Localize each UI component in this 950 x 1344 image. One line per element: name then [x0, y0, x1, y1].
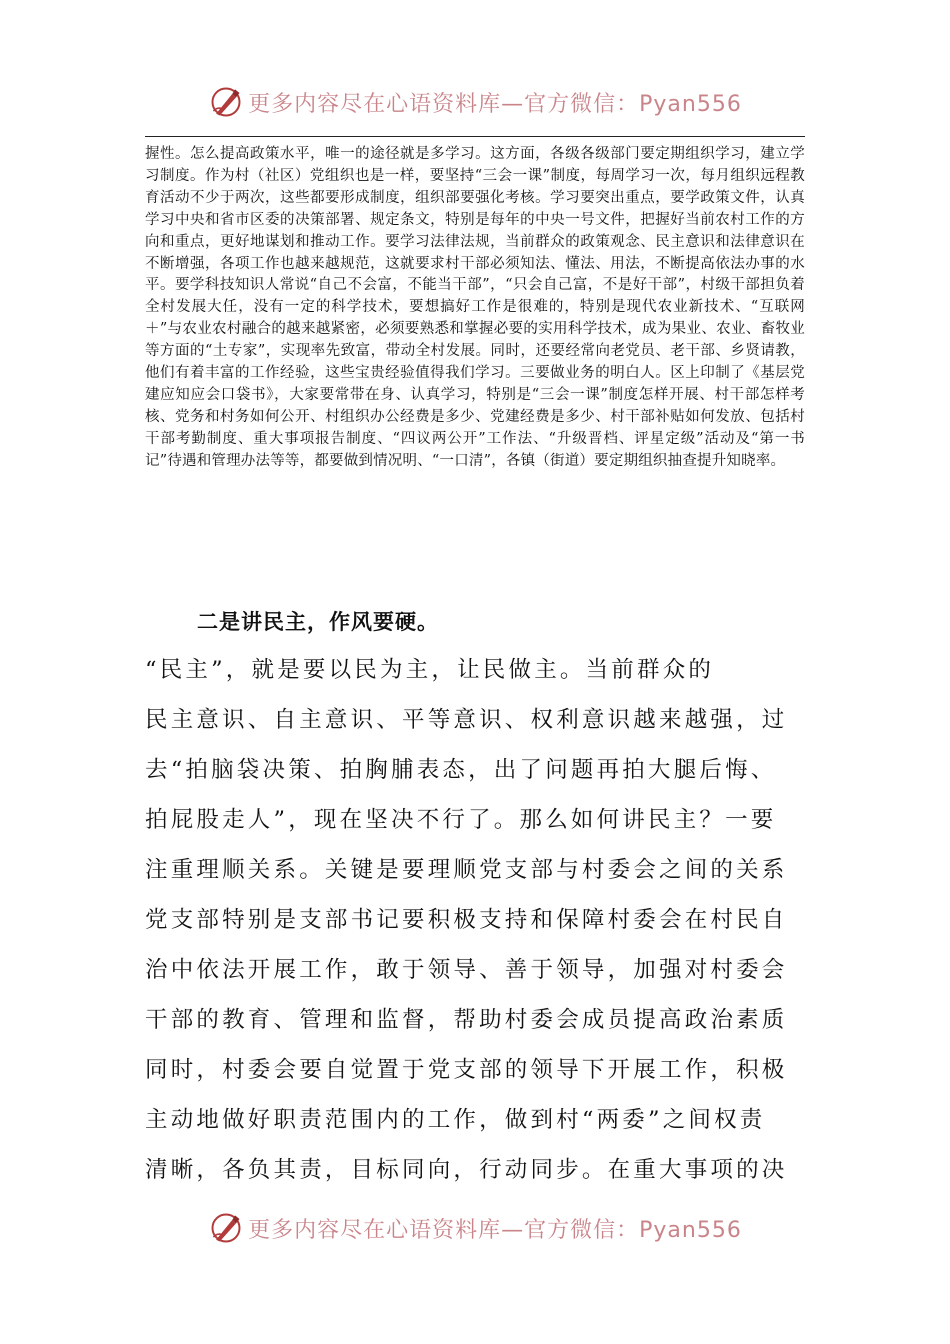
text-line: 主动地做好职责范围内的工作，做到村“两委”之间权责 — [145, 1107, 766, 1133]
text-line: 注重理顺关系。关键是要理顺党支部与村委会之间的关系 — [145, 857, 788, 883]
text-line: 党支部特别是支部书记要积极支持和保障村委会在村民自 — [145, 907, 788, 933]
pen-circle-icon — [208, 1210, 244, 1246]
section-heading: 二是讲民主，作风要硬。 — [197, 610, 439, 634]
body-paragraph-large — [145, 645, 805, 1195]
text-line: “民主”，就是要以民为主，让民做主。当前群众的 — [145, 657, 715, 683]
text-line: 同时，村委会要自觉置于党支部的领导下开展工作，积极 — [145, 1057, 788, 1083]
header-banner-text: 更多内容尽在心语资料库—官方微信：Pyan556 — [248, 91, 742, 117]
footer-banner — [0, 1206, 950, 1250]
header-divider — [145, 136, 805, 137]
text-line: 去“拍脑袋决策、拍胸脯表态，出了问题再拍大腿后悔、 — [145, 757, 777, 783]
body-paragraph-small: 握性。怎么提高政策水平，唯一的途径就是多学习。这方面，各级各级部门要定期组织学习，建立学习制度。作为村（社区）党组织也是一样，要坚持“三会一课”制度，每周学习一次，每月组织远程教育活动不少于两次，这些都要形成制度，组织部要强化考核。学习要突出重点，要学政策文件，认真学习中央和省市区委的决策部署、规定条文，特别是每年的中央一号文件，把握好当前农村工作的方向和重点，更好地谋划和推动工作。要学习法律法规，当前群众的政策观念、民主意识和法律意识在不断增强，各项工作也越来越规范，这就要求村干部必须知法、懂法、用法，不断提高依法办事的水平。要学科技知识人常说“自己不会富，不能当干部”，“只会自己富，不是好干部”，村级干部担负着全村发展大任，没有一定的科学技术，要想搞好工作是很难的，特别是现代农业新技术、“互联网＋”与农业农村融合的越来越紧密，必须要熟悉和掌握必要的实用科学技术，成为果业、农业、畜牧业等方面的“土专家”，实现率先致富，带动全村发展。同时，还要经常向老党员、老干部、乡贤请教，他们有着丰富的工作经验，这些宝贵经验值得我们学习。三要做业务的明白人。区上印制了《基层党建应知应会口袋书》，大家要常带在身、认真学习，特别是“三会一课”制度怎样开展、村干部怎样考核、党务和村务如何公开、村组织办公经费是多少、党建经费是多少、村干部补贴如何发放、包括村干部考勤制度、重大事项报告制度、“四议两公开”工作法、“升级晋档、评星定级”活动及“第一书记”待遇和管理办法等等，都要做到情况明、“一口清”，各镇（街道）要定期组织抽查提升知晓率。 — [145, 146, 805, 469]
pen-circle-icon — [208, 84, 244, 120]
text-line: 治中依法开展工作，敢于领导、善于领导，加强对村委会 — [145, 957, 788, 983]
text-line: 清晰，各负其责，目标同向，行动同步。在重大事项的决 — [145, 1157, 788, 1183]
text-line: 拍屁股走人”，现在坚决不行了。那么如何讲民主？一要 — [145, 807, 777, 833]
header-banner — [0, 80, 950, 124]
footer-banner-text: 更多内容尽在心语资料库—官方微信：Pyan556 — [248, 1217, 742, 1243]
text-line: 干部的教育、管理和监督，帮助村委会成员提高政治素质 — [145, 1007, 788, 1033]
text-line: 民主意识、自主意识、平等意识、权利意识越来越强，过 — [145, 707, 788, 733]
